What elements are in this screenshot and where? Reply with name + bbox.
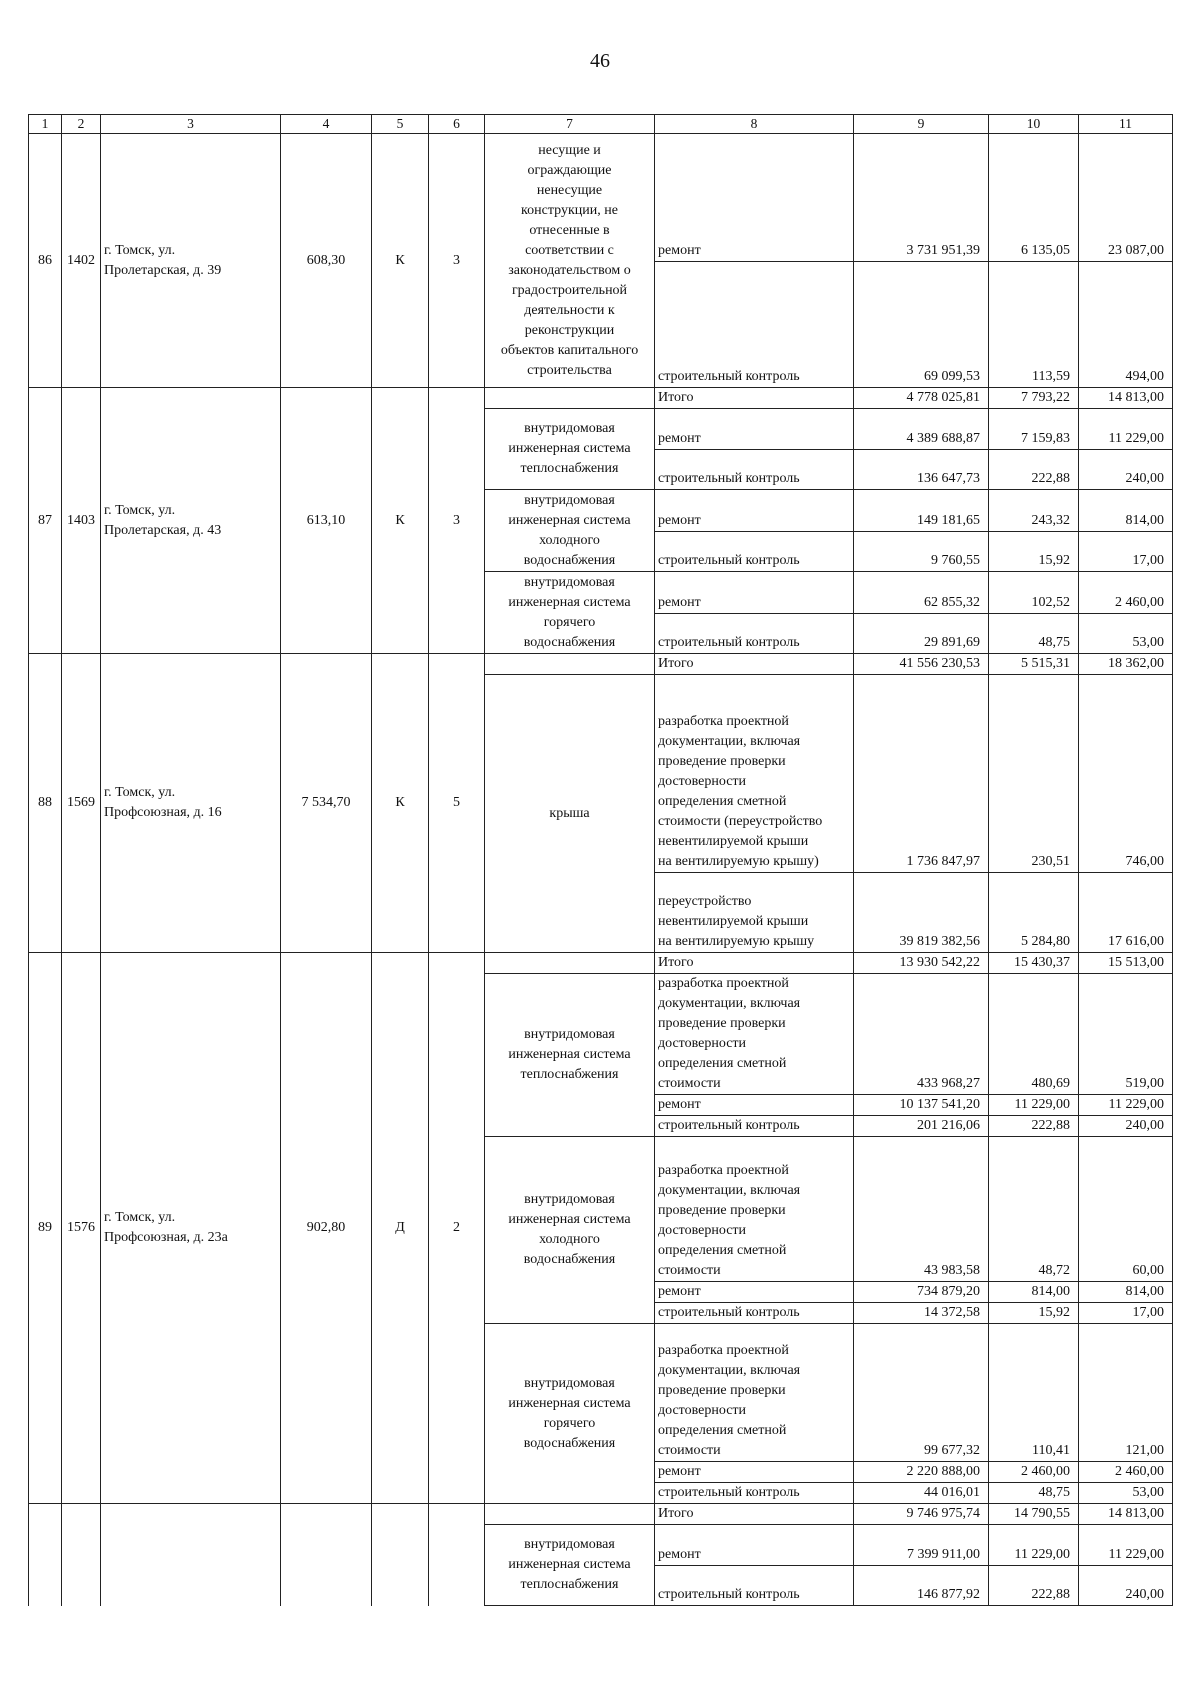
cost-per-m2: 110,41 bbox=[989, 1324, 1079, 1462]
work-label: разработка проектной документации, включая проведение проверки достоверности определения сметной стоимости bbox=[655, 974, 854, 1095]
cost-limit: 494,00 bbox=[1079, 262, 1173, 388]
work-label: разработка проектной документации, включая проведение проверки достоверности определения сметной стоимости (переустройство невентилируемой крыши на вентилируемую крышу) bbox=[655, 675, 854, 873]
cost-limit: 53,00 bbox=[1079, 1483, 1173, 1504]
cost-limit: 60,00 bbox=[1079, 1137, 1173, 1282]
total-per-m2: 14 790,55 bbox=[989, 1504, 1079, 1525]
work-label: ремонт bbox=[655, 1282, 854, 1303]
total-label: Итого bbox=[655, 1504, 854, 1525]
cost-per-m2: 48,72 bbox=[989, 1137, 1079, 1282]
cost-per-m2: 48,75 bbox=[989, 1483, 1079, 1504]
work-label: ремонт bbox=[655, 134, 854, 262]
area: 7 534,70 bbox=[281, 654, 372, 953]
cost-total: 734 879,20 bbox=[854, 1282, 989, 1303]
table-row bbox=[29, 388, 1173, 409]
cost-total: 201 216,06 bbox=[854, 1116, 989, 1137]
page-number: 46 bbox=[590, 50, 610, 72]
cost-limit: 11 229,00 bbox=[1079, 1525, 1173, 1566]
work-label: переустройство невентилируемой крыши на вентилируемую крышу bbox=[655, 873, 854, 953]
table-row bbox=[29, 953, 1173, 974]
area: 608,30 bbox=[281, 134, 372, 388]
header-cell: 5 bbox=[372, 115, 429, 134]
header-cell: 6 bbox=[429, 115, 485, 134]
cost-total: 39 819 382,56 bbox=[854, 873, 989, 953]
total-per-m2: 5 515,31 bbox=[989, 654, 1079, 675]
cost-limit: 814,00 bbox=[1079, 1282, 1173, 1303]
cost-limit: 53,00 bbox=[1079, 614, 1173, 654]
work-label: разработка проектной документации, включая проведение проверки достоверности определения сметной стоимости bbox=[655, 1324, 854, 1462]
total-limit: 14 813,00 bbox=[1079, 1504, 1173, 1525]
kind bbox=[372, 1504, 429, 1606]
total-cost: 4 778 025,81 bbox=[854, 388, 989, 409]
row-number: 88 bbox=[29, 654, 62, 953]
system-name: внутридомовая инженерная система горячего водоснабжения bbox=[485, 572, 655, 654]
row-number: 86 bbox=[29, 134, 62, 388]
total-cost: 41 556 230,53 bbox=[854, 654, 989, 675]
header-cell: 9 bbox=[854, 115, 989, 134]
cost-total: 433 968,27 bbox=[854, 974, 989, 1095]
header-cell: 1 bbox=[29, 115, 62, 134]
work-label: ремонт bbox=[655, 1095, 854, 1116]
kind: К bbox=[372, 388, 429, 654]
floors: 3 bbox=[429, 134, 485, 388]
cost-per-m2: 7 159,83 bbox=[989, 409, 1079, 450]
cost-per-m2: 480,69 bbox=[989, 974, 1079, 1095]
cost-limit: 519,00 bbox=[1079, 974, 1173, 1095]
cost-total: 3 731 951,39 bbox=[854, 134, 989, 262]
house-code: 1403 bbox=[62, 388, 101, 654]
work-label: строительный контроль bbox=[655, 614, 854, 654]
cost-limit: 121,00 bbox=[1079, 1324, 1173, 1462]
row-number: 87 bbox=[29, 388, 62, 654]
cost-limit: 240,00 bbox=[1079, 450, 1173, 490]
cost-total: 149 181,65 bbox=[854, 490, 989, 532]
cost-total: 10 137 541,20 bbox=[854, 1095, 989, 1116]
system-name: внутридомовая инженерная система холодного водоснабжения bbox=[485, 490, 655, 572]
cost-per-m2: 222,88 bbox=[989, 1116, 1079, 1137]
table-row bbox=[29, 1504, 1173, 1525]
house-code bbox=[62, 1504, 101, 1606]
cost-limit: 17 616,00 bbox=[1079, 873, 1173, 953]
kind: К bbox=[372, 654, 429, 953]
cost-limit: 240,00 bbox=[1079, 1116, 1173, 1137]
repair-plan-table bbox=[28, 114, 1173, 1606]
total-per-m2: 15 430,37 bbox=[989, 953, 1079, 974]
system-name: внутридомовая инженерная система теплоснабжения bbox=[485, 409, 655, 490]
cost-per-m2: 15,92 bbox=[989, 532, 1079, 572]
cost-limit: 23 087,00 bbox=[1079, 134, 1173, 262]
house-code: 1576 bbox=[62, 953, 101, 1504]
system-name: внутридомовая инженерная система теплоснабжения bbox=[485, 974, 655, 1137]
cost-per-m2: 222,88 bbox=[989, 1566, 1079, 1606]
cost-limit: 2 460,00 bbox=[1079, 1462, 1173, 1483]
table-row bbox=[29, 654, 1173, 675]
system-name: внутридомовая инженерная система горячего водоснабжения bbox=[485, 1324, 655, 1504]
cost-total: 44 016,01 bbox=[854, 1483, 989, 1504]
cost-per-m2: 2 460,00 bbox=[989, 1462, 1079, 1483]
cost-total: 2 220 888,00 bbox=[854, 1462, 989, 1483]
work-label: ремонт bbox=[655, 1462, 854, 1483]
floors bbox=[429, 1504, 485, 1606]
cost-limit: 814,00 bbox=[1079, 490, 1173, 532]
cost-total: 14 372,58 bbox=[854, 1303, 989, 1324]
system-name: несущие и ограждающие ненесущие конструкции, не отнесенные в соответствии с законодательством о градостроительной деятельности к реконструкции объектов капитального строительства bbox=[485, 134, 655, 388]
cost-per-m2: 102,52 bbox=[989, 572, 1079, 614]
work-label: строительный контроль bbox=[655, 532, 854, 572]
cost-limit: 11 229,00 bbox=[1079, 409, 1173, 450]
cost-limit: 240,00 bbox=[1079, 1566, 1173, 1606]
total-cost: 13 930 542,22 bbox=[854, 953, 989, 974]
cost-total: 4 389 688,87 bbox=[854, 409, 989, 450]
total-cost: 9 746 975,74 bbox=[854, 1504, 989, 1525]
work-label: строительный контроль bbox=[655, 1483, 854, 1504]
work-label: строительный контроль bbox=[655, 1303, 854, 1324]
work-label: разработка проектной документации, включая проведение проверки достоверности определения сметной стоимости bbox=[655, 1137, 854, 1282]
cost-limit: 2 460,00 bbox=[1079, 572, 1173, 614]
cost-total: 136 647,73 bbox=[854, 450, 989, 490]
system-name: внутридомовая инженерная система холодного водоснабжения bbox=[485, 1137, 655, 1324]
cost-total: 99 677,32 bbox=[854, 1324, 989, 1462]
work-label: строительный контроль bbox=[655, 450, 854, 490]
cost-total: 29 891,69 bbox=[854, 614, 989, 654]
floors: 2 bbox=[429, 953, 485, 1504]
row-number bbox=[29, 1504, 62, 1606]
total-per-m2: 7 793,22 bbox=[989, 388, 1079, 409]
cost-total: 7 399 911,00 bbox=[854, 1525, 989, 1566]
cost-total: 146 877,92 bbox=[854, 1566, 989, 1606]
work-label: ремонт bbox=[655, 490, 854, 532]
work-label: ремонт bbox=[655, 1525, 854, 1566]
cost-total: 69 099,53 bbox=[854, 262, 989, 388]
header-cell: 4 bbox=[281, 115, 372, 134]
empty-cell bbox=[485, 1504, 655, 1525]
area: 613,10 bbox=[281, 388, 372, 654]
total-label: Итого bbox=[655, 654, 854, 675]
total-label: Итого bbox=[655, 953, 854, 974]
work-label: строительный контроль bbox=[655, 1566, 854, 1606]
house-code: 1402 bbox=[62, 134, 101, 388]
header-cell: 7 bbox=[485, 115, 655, 134]
cost-per-m2: 11 229,00 bbox=[989, 1525, 1079, 1566]
header-cell: 3 bbox=[101, 115, 281, 134]
cost-per-m2: 113,59 bbox=[989, 262, 1079, 388]
header-cell: 8 bbox=[655, 115, 854, 134]
cost-per-m2: 5 284,80 bbox=[989, 873, 1079, 953]
cost-per-m2: 48,75 bbox=[989, 614, 1079, 654]
kind: К bbox=[372, 134, 429, 388]
system-name: крыша bbox=[485, 675, 655, 953]
header-cell: 11 bbox=[1079, 115, 1173, 134]
header-cell: 10 bbox=[989, 115, 1079, 134]
floors: 3 bbox=[429, 388, 485, 654]
cost-total: 9 760,55 bbox=[854, 532, 989, 572]
area: 902,80 bbox=[281, 953, 372, 1504]
address: г. Томск, ул. Пролетарская, д. 43 bbox=[101, 388, 281, 654]
work-label: строительный контроль bbox=[655, 1116, 854, 1137]
header-row bbox=[29, 115, 1173, 134]
total-limit: 15 513,00 bbox=[1079, 953, 1173, 974]
empty-cell bbox=[485, 654, 655, 675]
system-name: внутридомовая инженерная система теплоснабжения bbox=[485, 1525, 655, 1606]
kind: Д bbox=[372, 953, 429, 1504]
cost-limit: 17,00 bbox=[1079, 1303, 1173, 1324]
address: г. Томск, ул. Профсоюзная, д. 16 bbox=[101, 654, 281, 953]
house-code: 1569 bbox=[62, 654, 101, 953]
cost-per-m2: 814,00 bbox=[989, 1282, 1079, 1303]
empty-cell bbox=[485, 953, 655, 974]
cost-limit: 11 229,00 bbox=[1079, 1095, 1173, 1116]
cost-limit: 17,00 bbox=[1079, 532, 1173, 572]
address bbox=[101, 1504, 281, 1606]
work-label: ремонт bbox=[655, 572, 854, 614]
row-number: 89 bbox=[29, 953, 62, 1504]
table-row bbox=[29, 134, 1173, 262]
floors: 5 bbox=[429, 654, 485, 953]
header-cell: 2 bbox=[62, 115, 101, 134]
cost-per-m2: 230,51 bbox=[989, 675, 1079, 873]
total-limit: 14 813,00 bbox=[1079, 388, 1173, 409]
cost-total: 1 736 847,97 bbox=[854, 675, 989, 873]
work-label: строительный контроль bbox=[655, 262, 854, 388]
cost-per-m2: 6 135,05 bbox=[989, 134, 1079, 262]
total-label: Итого bbox=[655, 388, 854, 409]
cost-per-m2: 243,32 bbox=[989, 490, 1079, 532]
cost-total: 62 855,32 bbox=[854, 572, 989, 614]
cost-limit: 746,00 bbox=[1079, 675, 1173, 873]
address: г. Томск, ул. Профсоюзная, д. 23а bbox=[101, 953, 281, 1504]
empty-cell bbox=[485, 388, 655, 409]
cost-per-m2: 15,92 bbox=[989, 1303, 1079, 1324]
cost-total: 43 983,58 bbox=[854, 1137, 989, 1282]
work-label: ремонт bbox=[655, 409, 854, 450]
cost-per-m2: 222,88 bbox=[989, 450, 1079, 490]
total-limit: 18 362,00 bbox=[1079, 654, 1173, 675]
area bbox=[281, 1504, 372, 1606]
address: г. Томск, ул. Пролетарская, д. 39 bbox=[101, 134, 281, 388]
cost-per-m2: 11 229,00 bbox=[989, 1095, 1079, 1116]
